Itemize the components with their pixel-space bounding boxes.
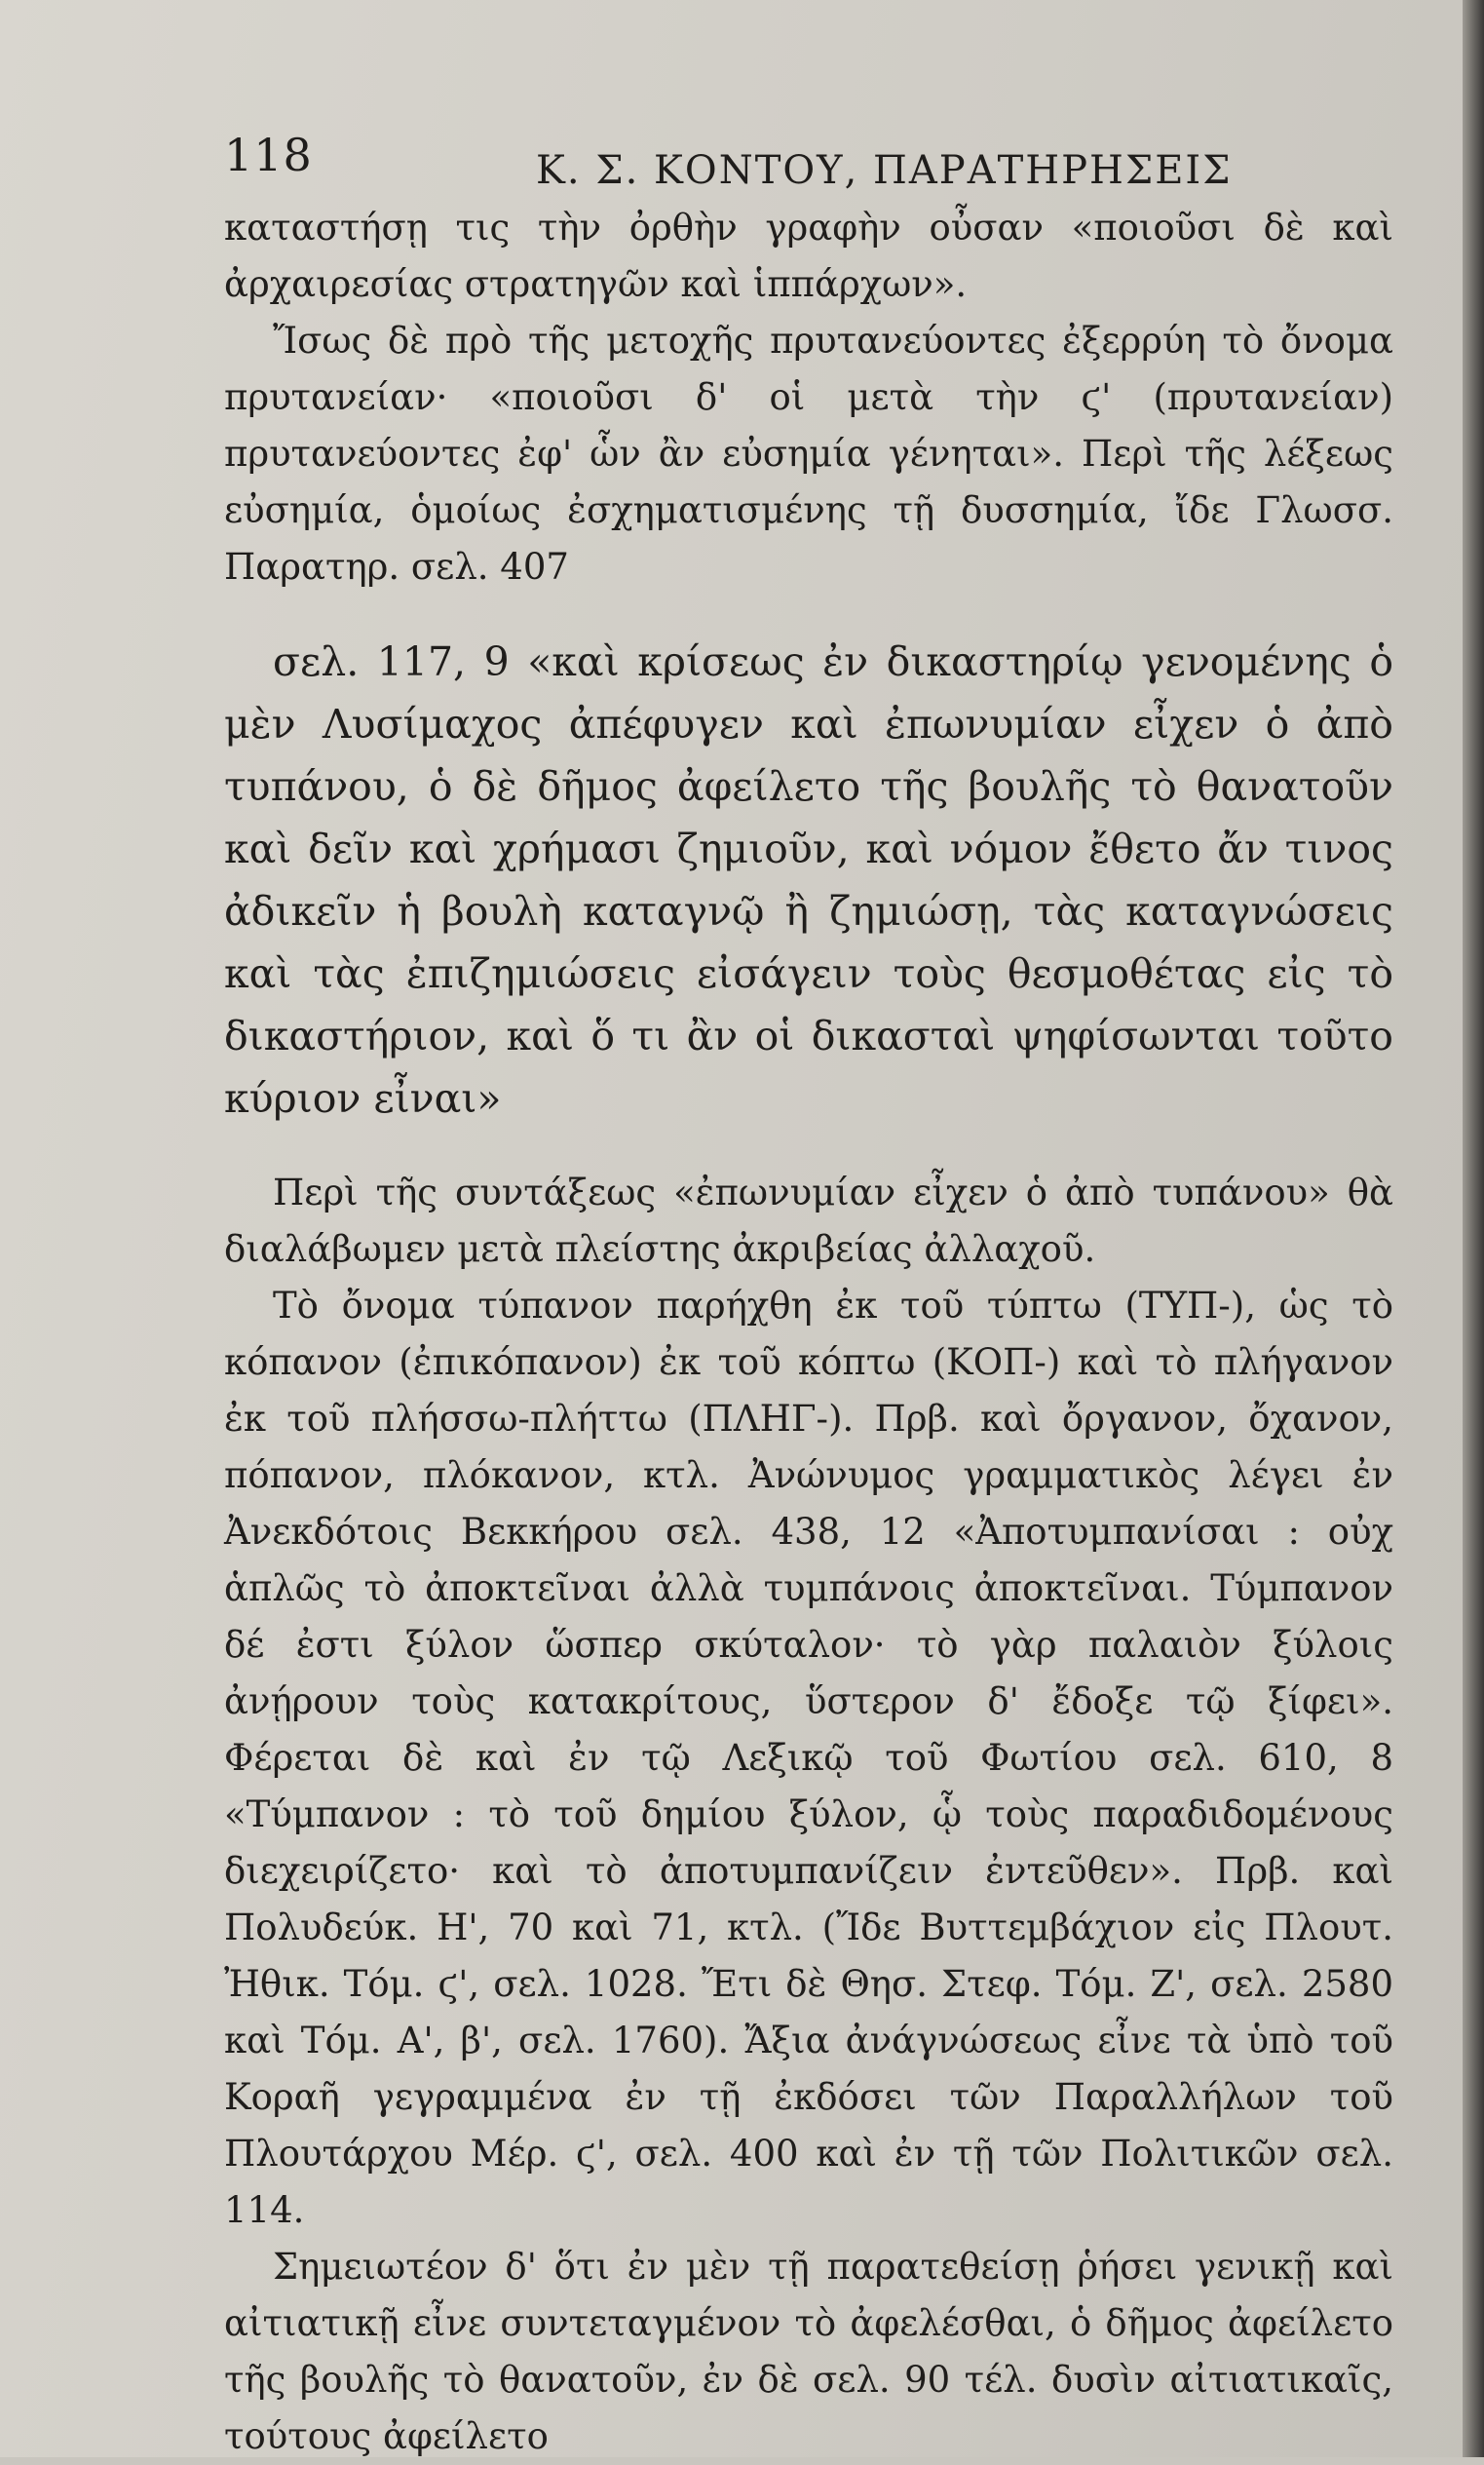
running-head: Κ. Σ. ΚΟΝΤΟΥ, ΠΑΡΑΤΗΡΗΣΕΙΣ [536,148,1233,193]
page-body [224,200,1393,2465]
paragraph-prytaneia: Ἴσως δὲ πρὸ τῆς μετοχῆς πρυτανεύοντες ἐξερρύη τὸ ὄνομα πρυτανείαν· «ποιοῦσι δ' οἱ μετὰ τὴν ϛ' (πρυτανείαν) πρυτανεύοντες ἐφ' ὧν ἂν εὐσημία γένηται». Περὶ τῆς λέξεως εὐσημία, ὁμοίως ἐσχηματισμένης τῇ δυσσημία, ἴδε Γλωσσ. Παρατηρ. σελ. 407 [224,320,1393,588]
page-number: 118 [224,129,313,181]
page-binding-edge [1463,0,1484,2457]
paragraph-gap [224,1130,1393,1165]
paragraph-continuation: καταστήσῃ τις τὴν ὀρθὴν γραφὴν οὖσαν «ποιοῦσι δὲ καὶ ἀρχαιρεσίας στρατηγῶν καὶ ἱππάρχων». [224,207,1393,305]
paragraph-gap [224,596,1393,631]
paragraph-note: Σημειωτέον δ' ὅτι ἐν μὲν τῇ παρατεθείσῃ ῥήσει γενικῇ καὶ αἰτιατικῇ εἶνε συντεταγμένον τὸ ἀφελέσθαι, ὁ δῆμος ἀφείλετο τῆς βουλῆς τὸ θανατοῦν, ἐν δὲ σελ. 90 τέλ. δυσὶν αἰτιατικαῖς, τούτους ἀφείλετο [224,2246,1393,2457]
paragraph-tympanon: Τὸ ὄνομα τύπανον παρήχθη ἐκ τοῦ τύπτω (ΤΥΠ-), ὡς τὸ κόπανον (ἐπικόπανον) ἐκ τοῦ κόπτω (ΚΟΠ-) καὶ τὸ πλήγανον ἐκ τοῦ πλήσσω-πλήττω (ΠΛΗΓ-). Πρβ. καὶ ὄργανον, ὄχανον, πόπανον, πλόκανον, κτλ. Ἀνώνυμος γραμματικὸς λέγει ἐν Ἀνεκδότοις Βεκκήρου σελ. 438, 12 «Ἀποτυμπανίσαι : οὐχ ἁπλῶς τὸ ἀποκτεῖναι ἀλλὰ τυμπάνοις ἀποκτεῖναι. Τύμπανον δέ ἐστι ξύλον ὥσπερ σκύταλον· τὸ γὰρ παλαιὸν ξύλοις ἀνῄρουν τοὺς κατακρίτους, ὕστερον δ' ἔδοξε τῷ ξίφει». Φέρεται δὲ καὶ ἐν τῷ Λεξικῷ τοῦ Φωτίου σελ. 610, 8 «Τύμπανον : τὸ τοῦ δημίου ξύλον, ᾧ τοὺς παραδιδομένους διεχειρίζετο· καὶ τὸ ἀποτυμπανίζειν ἐντεῦθεν». Πρβ. καὶ Πολυδεύκ. Η', 70 καὶ 71, κτλ. (Ἴδε Βυττεμβάχιον εἰς Πλουτ. Ἠθικ. Τόμ. ϛ', σελ. 1028. Ἔτι δὲ Θησ. Στεφ. Τόμ. Ζ', σελ. 2580 καὶ Τόμ. Α', β', σελ. 1760). Ἄξια ἀνάγνώσεως εἶνε τὰ ὑπὸ τοῦ Κοραῆ γεγραμμένα ἐν τῇ ἐκδόσει τῶν Παραλλήλων τοῦ Πλουτάρχου Μέρ. ϛ', σελ. 400 καὶ ἐν τῇ τῶν Πολιτικῶν σελ. 114. [224,1285,1393,2231]
quotation-block: σελ. 117, 9 «καὶ κρίσεως ἐν δικαστηρίῳ γενομένης ὁ μὲν Λυσίμαχος ἀπέφυγεν καὶ ἐπωνυμίαν εἶχεν ὁ ἀπὸ τυπάνου, ὁ δὲ δῆμος ἀφείλετο τῆς βουλῆς τὸ θανατοῦν καὶ δεῖν καὶ χρήμασι ζημιοῦν, καὶ νόμον ἔθετο ἄν τινος ἀδικεῖν ἡ βουλὴ καταγνῷ ἢ ζημιώσῃ, τὰς καταγνώσεις καὶ τὰς ἐπιζημιώσεις εἰσάγειν τοὺς θεσμοθέτας εἰς τὸ δικαστήριον, καὶ ὅ τι ἂν οἱ δικασταὶ ψηφίσωνται τοῦτο κύριον εἶναι» [224,638,1393,1122]
paragraph-syntax: Περὶ τῆς συντάξεως «ἐπωνυμίαν εἶχεν ὁ ἀπὸ τυπάνου» θὰ διαλάβωμεν μετὰ πλείστης ἀκριβείας ἀλλαχοῦ. [224,1172,1393,1270]
